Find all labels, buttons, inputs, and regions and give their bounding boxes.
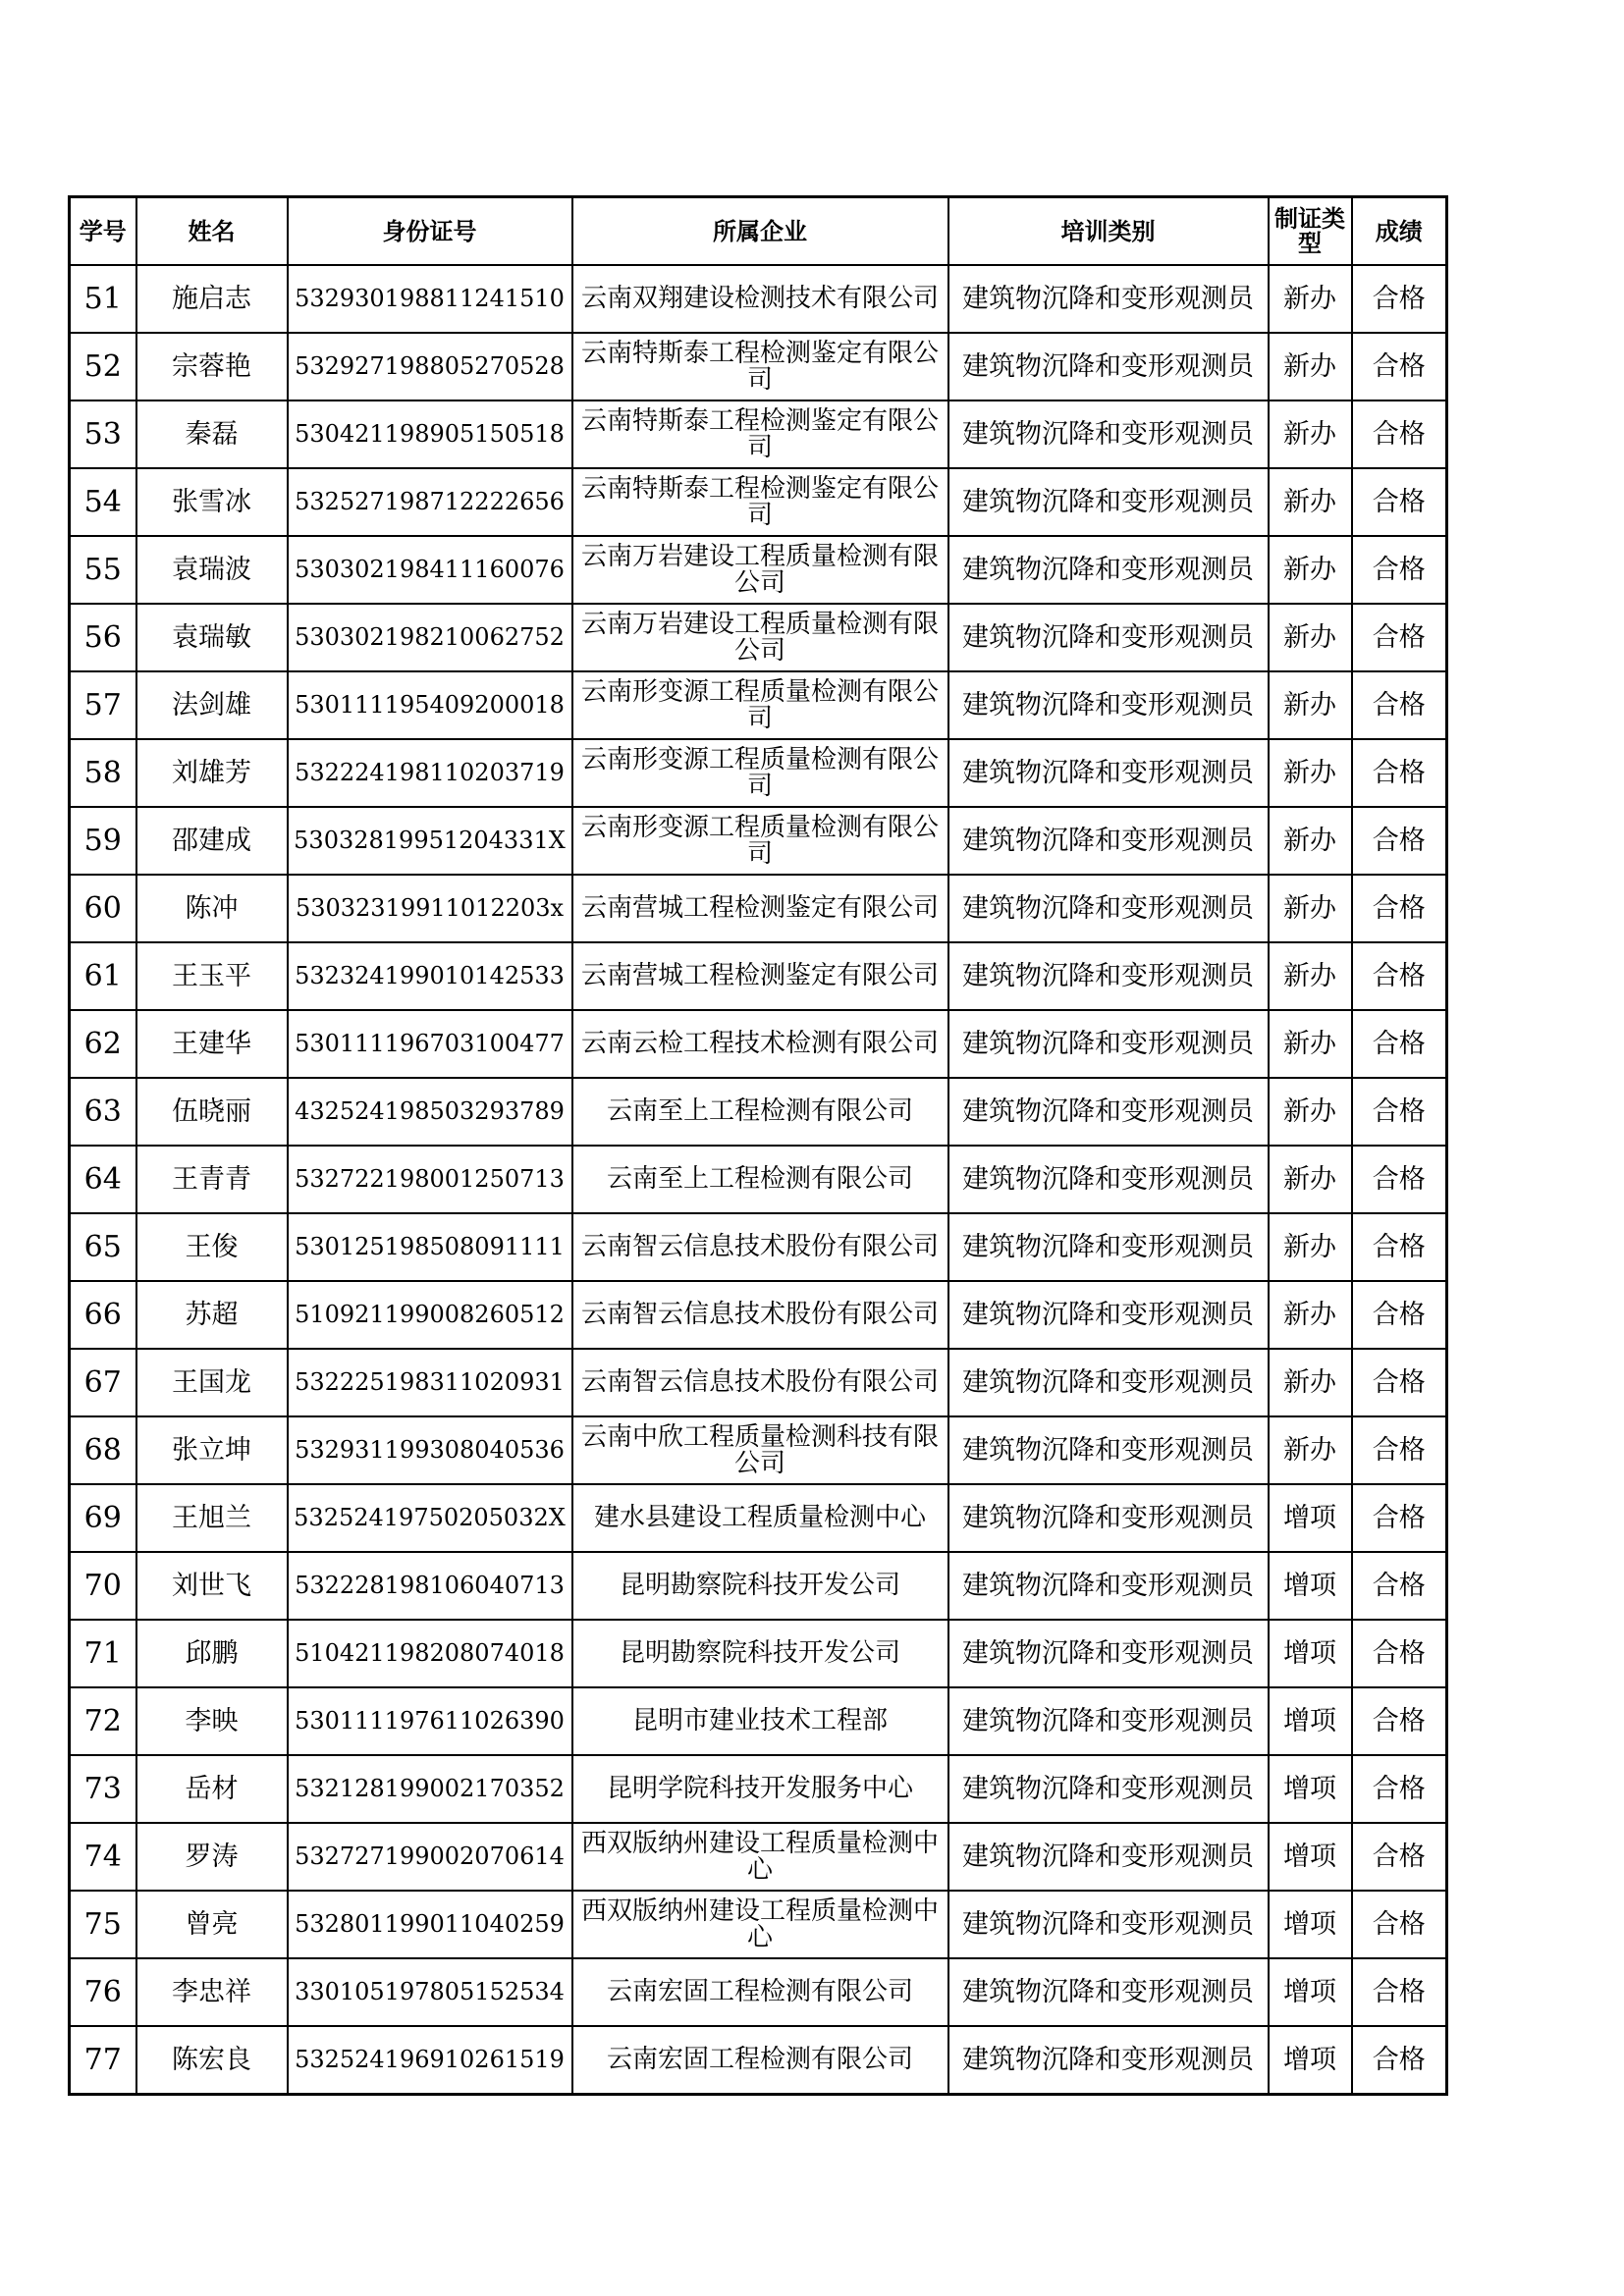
cell-name: 刘世飞 [136, 1552, 288, 1620]
cell-score: 合格 [1352, 468, 1447, 536]
cell-id-number: 53252419750205032X [288, 1484, 572, 1552]
cell-name: 伍晓丽 [136, 1078, 288, 1146]
table-row [70, 875, 1447, 942]
cell-id-number: 432524198503293789 [288, 1078, 572, 1146]
header-name: 姓名 [136, 197, 288, 266]
table-row [70, 1281, 1447, 1349]
cell-category: 建筑物沉降和变形观测员 [948, 604, 1269, 671]
cell-category: 建筑物沉降和变形观测员 [948, 807, 1269, 875]
cell-cert-type: 新办 [1269, 1416, 1352, 1484]
cell-company: 云南万岩建设工程质量检测有限公司 [572, 536, 948, 604]
cell-id-number: 530421198905150518 [288, 400, 572, 468]
cell-score: 合格 [1352, 604, 1447, 671]
cell-no: 77 [70, 2026, 136, 2095]
cell-category: 建筑物沉降和变形观测员 [948, 1213, 1269, 1281]
cell-score: 合格 [1352, 1281, 1447, 1349]
cell-category: 建筑物沉降和变形观测员 [948, 400, 1269, 468]
cell-no: 61 [70, 942, 136, 1010]
cell-name: 张立坤 [136, 1416, 288, 1484]
cell-score: 合格 [1352, 333, 1447, 400]
cell-category: 建筑物沉降和变形观测员 [948, 2026, 1269, 2095]
cell-id-number: 532324199010142533 [288, 942, 572, 1010]
table-row [70, 807, 1447, 875]
cell-category: 建筑物沉降和变形观测员 [948, 265, 1269, 333]
cell-score: 合格 [1352, 942, 1447, 1010]
cell-name: 刘雄芳 [136, 739, 288, 807]
cell-cert-type: 新办 [1269, 468, 1352, 536]
cell-score: 合格 [1352, 671, 1447, 739]
cell-company: 昆明学院科技开发服务中心 [572, 1755, 948, 1823]
cell-cert-type: 增项 [1269, 1552, 1352, 1620]
cell-cert-type: 新办 [1269, 942, 1352, 1010]
cell-no: 74 [70, 1823, 136, 1891]
cell-company: 云南智云信息技术股份有限公司 [572, 1349, 948, 1416]
cell-company: 建水县建设工程质量检测中心 [572, 1484, 948, 1552]
cell-id-number: 532524196910261519 [288, 2026, 572, 2095]
cell-cert-type: 新办 [1269, 1213, 1352, 1281]
table-row [70, 333, 1447, 400]
cell-cert-type: 新办 [1269, 604, 1352, 671]
cell-id-number: 510421198208074018 [288, 1620, 572, 1687]
cell-no: 67 [70, 1349, 136, 1416]
cell-no: 71 [70, 1620, 136, 1687]
cell-id-number: 530125198508091111 [288, 1213, 572, 1281]
cell-cert-type: 新办 [1269, 671, 1352, 739]
cell-no: 70 [70, 1552, 136, 1620]
cell-no: 54 [70, 468, 136, 536]
cell-score: 合格 [1352, 875, 1447, 942]
cell-id-number: 53032819951204331X [288, 807, 572, 875]
cell-score: 合格 [1352, 1891, 1447, 1958]
cell-company: 云南营城工程检测鉴定有限公司 [572, 875, 948, 942]
cell-id-number: 530111196703100477 [288, 1010, 572, 1078]
cell-cert-type: 新办 [1269, 807, 1352, 875]
cell-no: 72 [70, 1687, 136, 1755]
cell-name: 张雪冰 [136, 468, 288, 536]
cell-no: 58 [70, 739, 136, 807]
cell-cert-type: 增项 [1269, 1958, 1352, 2026]
cell-no: 66 [70, 1281, 136, 1349]
table-row [70, 1416, 1447, 1484]
cell-no: 68 [70, 1416, 136, 1484]
cell-name: 秦磊 [136, 400, 288, 468]
table-row [70, 1552, 1447, 1620]
table-row [70, 1146, 1447, 1213]
cell-cert-type: 新办 [1269, 1349, 1352, 1416]
cell-company: 云南宏固工程检测有限公司 [572, 1958, 948, 2026]
cell-category: 建筑物沉降和变形观测员 [948, 671, 1269, 739]
table-row [70, 265, 1447, 333]
cell-cert-type: 增项 [1269, 1755, 1352, 1823]
cell-score: 合格 [1352, 1687, 1447, 1755]
header-row [70, 197, 1447, 266]
cell-category: 建筑物沉降和变形观测员 [948, 333, 1269, 400]
cell-cert-type: 增项 [1269, 1823, 1352, 1891]
cell-cert-type: 增项 [1269, 1620, 1352, 1687]
cell-id-number: 532527198712222656 [288, 468, 572, 536]
cell-company: 昆明市建业技术工程部 [572, 1687, 948, 1755]
cell-id-number: 53032319911012203x [288, 875, 572, 942]
cell-no: 64 [70, 1146, 136, 1213]
cell-company: 云南智云信息技术股份有限公司 [572, 1281, 948, 1349]
cell-cert-type: 新办 [1269, 333, 1352, 400]
cell-id-number: 532224198110203719 [288, 739, 572, 807]
cell-cert-type: 新办 [1269, 1010, 1352, 1078]
cell-category: 建筑物沉降和变形观测员 [948, 1958, 1269, 2026]
cell-score: 合格 [1352, 400, 1447, 468]
table-row [70, 1687, 1447, 1755]
cell-cert-type: 增项 [1269, 1484, 1352, 1552]
cell-no: 62 [70, 1010, 136, 1078]
cell-company: 云南至上工程检测有限公司 [572, 1078, 948, 1146]
cell-id-number: 532225198311020931 [288, 1349, 572, 1416]
cell-no: 51 [70, 265, 136, 333]
cell-company: 云南特斯泰工程检测鉴定有限公司 [572, 468, 948, 536]
header-score: 成绩 [1352, 197, 1447, 266]
cell-name: 王玉平 [136, 942, 288, 1010]
cell-name: 陈冲 [136, 875, 288, 942]
table-row [70, 1620, 1447, 1687]
table-row [70, 1213, 1447, 1281]
cell-no: 69 [70, 1484, 136, 1552]
cell-score: 合格 [1352, 1349, 1447, 1416]
cell-cert-type: 新办 [1269, 1146, 1352, 1213]
cell-no: 60 [70, 875, 136, 942]
cell-score: 合格 [1352, 1958, 1447, 2026]
cell-no: 56 [70, 604, 136, 671]
cell-id-number: 532727199002070614 [288, 1823, 572, 1891]
table-row [70, 604, 1447, 671]
cell-company: 云南云检工程技术检测有限公司 [572, 1010, 948, 1078]
table-body [70, 265, 1447, 2095]
cell-no: 57 [70, 671, 136, 739]
cell-category: 建筑物沉降和变形观测员 [948, 1823, 1269, 1891]
table-row [70, 1823, 1447, 1891]
cell-id-number: 510921199008260512 [288, 1281, 572, 1349]
cell-no: 59 [70, 807, 136, 875]
cell-id-number: 530302198210062752 [288, 604, 572, 671]
cell-name: 李映 [136, 1687, 288, 1755]
table-row [70, 2026, 1447, 2095]
cell-score: 合格 [1352, 536, 1447, 604]
table-row [70, 739, 1447, 807]
cell-name: 苏超 [136, 1281, 288, 1349]
cell-company: 云南特斯泰工程检测鉴定有限公司 [572, 400, 948, 468]
cell-no: 52 [70, 333, 136, 400]
cell-score: 合格 [1352, 1823, 1447, 1891]
cell-score: 合格 [1352, 1010, 1447, 1078]
cell-score: 合格 [1352, 1552, 1447, 1620]
cell-cert-type: 新办 [1269, 1281, 1352, 1349]
cell-company: 昆明勘察院科技开发公司 [572, 1620, 948, 1687]
cell-company: 云南营城工程检测鉴定有限公司 [572, 942, 948, 1010]
table-row [70, 1010, 1447, 1078]
cell-category: 建筑物沉降和变形观测员 [948, 1687, 1269, 1755]
cell-name: 陈宏良 [136, 2026, 288, 2095]
cell-cert-type: 增项 [1269, 1891, 1352, 1958]
cell-id-number: 530111195409200018 [288, 671, 572, 739]
cell-company: 云南形变源工程质量检测有限公司 [572, 739, 948, 807]
cell-cert-type: 增项 [1269, 2026, 1352, 2095]
cell-category: 建筑物沉降和变形观测员 [948, 1349, 1269, 1416]
cell-cert-type: 新办 [1269, 536, 1352, 604]
cell-category: 建筑物沉降和变形观测员 [948, 1755, 1269, 1823]
cell-cert-type: 增项 [1269, 1687, 1352, 1755]
cell-company: 云南智云信息技术股份有限公司 [572, 1213, 948, 1281]
cell-score: 合格 [1352, 1620, 1447, 1687]
cell-category: 建筑物沉降和变形观测员 [948, 1891, 1269, 1958]
cell-id-number: 532931199308040536 [288, 1416, 572, 1484]
table-row [70, 400, 1447, 468]
cell-category: 建筑物沉降和变形观测员 [948, 468, 1269, 536]
cell-name: 宗蓉艳 [136, 333, 288, 400]
cell-category: 建筑物沉降和变形观测员 [948, 1078, 1269, 1146]
cell-company: 云南双翔建设检测技术有限公司 [572, 265, 948, 333]
cell-company: 昆明勘察院科技开发公司 [572, 1552, 948, 1620]
cell-company: 云南中欣工程质量检测科技有限公司 [572, 1416, 948, 1484]
cell-category: 建筑物沉降和变形观测员 [948, 1146, 1269, 1213]
cell-no: 73 [70, 1755, 136, 1823]
cell-name: 袁瑞敏 [136, 604, 288, 671]
cell-name: 法剑雄 [136, 671, 288, 739]
cell-company: 云南特斯泰工程检测鉴定有限公司 [572, 333, 948, 400]
cell-id-number: 530302198411160076 [288, 536, 572, 604]
table-row [70, 1891, 1447, 1958]
table-row [70, 942, 1447, 1010]
cell-id-number: 532930198811241510 [288, 265, 572, 333]
cell-no: 53 [70, 400, 136, 468]
cell-name: 王青青 [136, 1146, 288, 1213]
cell-no: 75 [70, 1891, 136, 1958]
cell-name: 邱鹏 [136, 1620, 288, 1687]
cell-name: 岳材 [136, 1755, 288, 1823]
cell-company: 云南万岩建设工程质量检测有限公司 [572, 604, 948, 671]
cell-category: 建筑物沉降和变形观测员 [948, 1552, 1269, 1620]
cell-company: 云南至上工程检测有限公司 [572, 1146, 948, 1213]
header-no: 学号 [70, 197, 136, 266]
cell-company: 云南宏固工程检测有限公司 [572, 2026, 948, 2095]
cell-id-number: 532722198001250713 [288, 1146, 572, 1213]
cell-score: 合格 [1352, 1213, 1447, 1281]
cell-category: 建筑物沉降和变形观测员 [948, 1416, 1269, 1484]
cell-score: 合格 [1352, 807, 1447, 875]
cell-company: 云南形变源工程质量检测有限公司 [572, 807, 948, 875]
cell-no: 63 [70, 1078, 136, 1146]
cell-company: 西双版纳州建设工程质量检测中心 [572, 1891, 948, 1958]
cell-name: 邵建成 [136, 807, 288, 875]
cell-category: 建筑物沉降和变形观测员 [948, 1010, 1269, 1078]
cell-name: 曾亮 [136, 1891, 288, 1958]
header-category: 培训类别 [948, 197, 1269, 266]
cell-score: 合格 [1352, 1416, 1447, 1484]
cell-no: 65 [70, 1213, 136, 1281]
table-row [70, 468, 1447, 536]
cell-score: 合格 [1352, 1078, 1447, 1146]
trainee-results-table [68, 195, 1448, 2096]
cell-name: 李忠祥 [136, 1958, 288, 2026]
cell-no: 55 [70, 536, 136, 604]
table-row [70, 536, 1447, 604]
cell-score: 合格 [1352, 1755, 1447, 1823]
cell-cert-type: 新办 [1269, 875, 1352, 942]
header-company: 所属企业 [572, 197, 948, 266]
cell-cert-type: 新办 [1269, 1078, 1352, 1146]
cell-score: 合格 [1352, 265, 1447, 333]
cell-name: 罗涛 [136, 1823, 288, 1891]
cell-score: 合格 [1352, 1146, 1447, 1213]
cell-score: 合格 [1352, 739, 1447, 807]
cell-category: 建筑物沉降和变形观测员 [948, 1620, 1269, 1687]
cell-score: 合格 [1352, 2026, 1447, 2095]
cell-id-number: 532927198805270528 [288, 333, 572, 400]
header-id-number: 身份证号 [288, 197, 572, 266]
cell-category: 建筑物沉降和变形观测员 [948, 942, 1269, 1010]
cell-company: 西双版纳州建设工程质量检测中心 [572, 1823, 948, 1891]
table-row [70, 1078, 1447, 1146]
cell-name: 王俊 [136, 1213, 288, 1281]
table-row [70, 671, 1447, 739]
cell-id-number: 532128199002170352 [288, 1755, 572, 1823]
table-row [70, 1484, 1447, 1552]
table-row [70, 1349, 1447, 1416]
cell-id-number: 532228198106040713 [288, 1552, 572, 1620]
cell-id-number: 530111197611026390 [288, 1687, 572, 1755]
table-row [70, 1958, 1447, 2026]
header-cert-type: 制证类型 [1269, 197, 1352, 266]
cell-name: 王旭兰 [136, 1484, 288, 1552]
cell-category: 建筑物沉降和变形观测员 [948, 739, 1269, 807]
cell-id-number: 532801199011040259 [288, 1891, 572, 1958]
cell-no: 76 [70, 1958, 136, 2026]
cell-id-number: 330105197805152534 [288, 1958, 572, 2026]
cell-name: 施启志 [136, 265, 288, 333]
cell-category: 建筑物沉降和变形观测员 [948, 1484, 1269, 1552]
cell-cert-type: 新办 [1269, 265, 1352, 333]
table-row [70, 1755, 1447, 1823]
cell-category: 建筑物沉降和变形观测员 [948, 875, 1269, 942]
cell-name: 袁瑞波 [136, 536, 288, 604]
cell-name: 王建华 [136, 1010, 288, 1078]
cell-category: 建筑物沉降和变形观测员 [948, 1281, 1269, 1349]
cell-company: 云南形变源工程质量检测有限公司 [572, 671, 948, 739]
cell-name: 王国龙 [136, 1349, 288, 1416]
cell-cert-type: 新办 [1269, 739, 1352, 807]
cell-cert-type: 新办 [1269, 400, 1352, 468]
cell-score: 合格 [1352, 1484, 1447, 1552]
cell-category: 建筑物沉降和变形观测员 [948, 536, 1269, 604]
